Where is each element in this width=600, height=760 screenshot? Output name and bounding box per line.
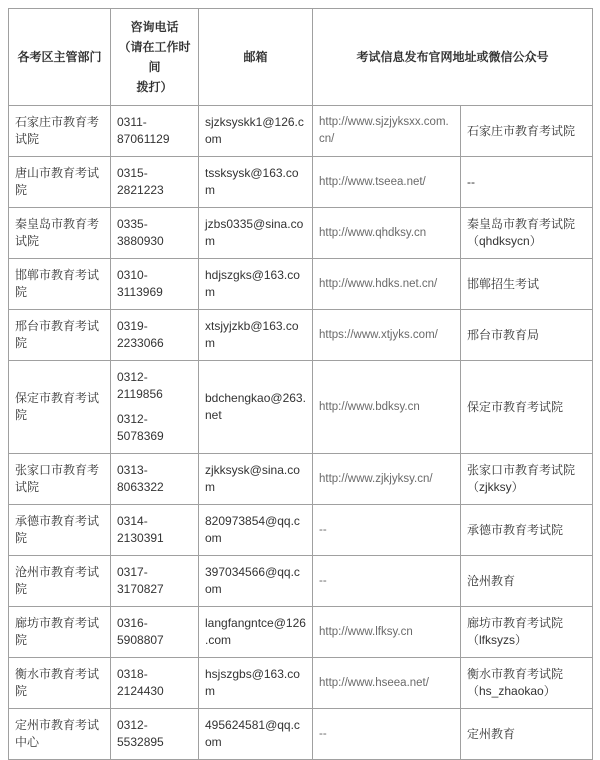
phone-cell <box>111 454 199 505</box>
phone-cell <box>111 505 199 556</box>
cell-line: 0311-87061129 <box>117 115 170 146</box>
wechat-cell <box>461 157 593 208</box>
website-cell: http://www.qhdksy.cn <box>313 208 461 259</box>
wechat-cell <box>461 607 593 658</box>
website-cell: http://www.sjzjyksxx.com.cn/ <box>313 106 461 157</box>
dept-cell: 唐山市教育考试院 <box>9 157 111 208</box>
cell-line: -- <box>467 174 475 189</box>
cell-line: 石家庄市教育考试院 <box>467 123 576 138</box>
cell-line: 0316-5908807 <box>117 616 164 647</box>
phone-cell <box>111 607 199 658</box>
email-cell: hsjszgbs@163.com <box>199 658 313 709</box>
table-row <box>9 310 593 361</box>
cell-line: 承德市教育考试院 <box>467 522 564 537</box>
phone-cell <box>111 259 199 310</box>
header-website-wechat <box>313 9 593 106</box>
website-cell: -- <box>313 709 461 760</box>
cell-line: 0318-2124430 <box>117 667 164 698</box>
table-row <box>9 454 593 505</box>
email-cell: tssksysk@163.com <box>199 157 313 208</box>
website-cell: http://www.tseea.net/ <box>313 157 461 208</box>
cell-line: 0310-3113969 <box>117 268 163 299</box>
cell-line: 定州教育 <box>467 726 516 741</box>
dept-cell: 邢台市教育考试院 <box>9 310 111 361</box>
wechat-cell <box>461 505 593 556</box>
phone-cell <box>111 157 199 208</box>
cell-line: 0313-8063322 <box>117 463 164 494</box>
email-cell: zjkksysk@sina.com <box>199 454 313 505</box>
header-phone <box>111 9 199 106</box>
cell-line: 邢台市教育局 <box>467 327 540 342</box>
header-dept <box>9 9 111 106</box>
wechat-cell <box>461 454 593 505</box>
table-row <box>9 658 593 709</box>
table-header <box>9 9 593 106</box>
phone-cell <box>111 310 199 361</box>
website-cell: https://www.xtjyks.com/ <box>313 310 461 361</box>
email-cell: jzbs0335@sina.com <box>199 208 313 259</box>
dept-cell: 秦皇岛市教育考试院 <box>9 208 111 259</box>
cell-line: 保定市教育考试院 <box>467 399 564 414</box>
website-cell: -- <box>313 556 461 607</box>
phone-cell <box>111 709 199 760</box>
dept-cell: 邯郸市教育考试院 <box>9 259 111 310</box>
dept-cell: 定州市教育考试中心 <box>9 709 111 760</box>
table-row <box>9 361 593 454</box>
cell-line: 0317-3170827 <box>117 565 164 596</box>
email-cell: langfangntce@126.com <box>199 607 313 658</box>
wechat-cell <box>461 208 593 259</box>
email-cell: bdchengkao@263.net <box>199 361 313 454</box>
cell-line: 秦皇岛市教育考试院 <box>467 217 576 231</box>
cell-line: 0312-2119856 <box>117 370 163 401</box>
dept-cell: 承德市教育考试院 <box>9 505 111 556</box>
cell-line: 邯郸招生考试 <box>467 276 540 291</box>
dept-cell: 衡水市教育考试院 <box>9 658 111 709</box>
phone-cell <box>111 556 199 607</box>
table-body <box>9 106 593 760</box>
wechat-cell <box>461 310 593 361</box>
cell-line: 沧州教育 <box>467 573 516 588</box>
table-row <box>9 259 593 310</box>
header-dept-label: 各考区主管部门 <box>17 50 102 64</box>
website-cell: http://www.hseea.net/ <box>313 658 461 709</box>
cell-line: 0314-2130391 <box>117 514 164 545</box>
cell-line: 0315-2821223 <box>117 166 164 197</box>
dept-cell: 石家庄市教育考试院 <box>9 106 111 157</box>
phone-cell <box>111 208 199 259</box>
dept-cell: 张家口市教育考试院 <box>9 454 111 505</box>
email-cell: sjzksyskk1@126.com <box>199 106 313 157</box>
phone-cell <box>111 361 199 454</box>
cell-line: 0319-2233066 <box>117 319 164 350</box>
table-row <box>9 157 593 208</box>
table-row <box>9 208 593 259</box>
email-cell: 495624581@qq.com <box>199 709 313 760</box>
email-cell: xtsjyjzkb@163.com <box>199 310 313 361</box>
header-phone-line2: （请在工作时间 <box>118 40 191 74</box>
phone-cell <box>111 658 199 709</box>
header-website-wechat-label: 考试信息发布官网地址或微信公众号 <box>356 50 549 64</box>
email-cell: 397034566@qq.com <box>199 556 313 607</box>
cell-line: 衡水市教育考试院 <box>467 667 564 681</box>
website-cell: http://www.lfksy.cn <box>313 607 461 658</box>
cell-line: 廊坊市教育考试院 <box>467 616 564 630</box>
header-email <box>199 9 313 106</box>
cell-line: 0335-3880930 <box>117 217 164 248</box>
dept-cell: 廊坊市教育考试院 <box>9 607 111 658</box>
cell-line: 张家口市教育考试院 <box>467 463 576 477</box>
table-row <box>9 556 593 607</box>
email-cell: 820973854@qq.com <box>199 505 313 556</box>
wechat-cell <box>461 658 593 709</box>
table-row <box>9 607 593 658</box>
cell-line: 0312-5532895 <box>117 718 164 749</box>
wechat-cell <box>461 259 593 310</box>
header-email-label: 邮箱 <box>243 50 268 64</box>
cell-line: （qhdksycn） <box>467 234 542 248</box>
cell-line: （hs_zhaokao） <box>467 684 556 698</box>
table-row <box>9 505 593 556</box>
website-cell: http://www.hdks.net.cn/ <box>313 259 461 310</box>
website-cell: -- <box>313 505 461 556</box>
wechat-cell <box>461 709 593 760</box>
wechat-cell <box>461 361 593 454</box>
email-cell: hdjszgks@163.com <box>199 259 313 310</box>
table-row <box>9 106 593 157</box>
wechat-cell <box>461 106 593 157</box>
website-cell: http://www.bdksy.cn <box>313 361 461 454</box>
cell-line: （lfksyzs） <box>467 633 528 647</box>
website-cell: http://www.zjkjyksy.cn/ <box>313 454 461 505</box>
header-phone-line1: 咨询电话 <box>130 20 179 34</box>
table-row <box>9 709 593 760</box>
phone-cell <box>111 106 199 157</box>
cell-line: （zjkksy） <box>467 480 524 494</box>
header-phone-line3: 拨打） <box>136 80 173 94</box>
header-row <box>9 9 593 106</box>
cell-line: 0312-5078369 <box>117 412 164 443</box>
dept-cell: 保定市教育考试院 <box>9 361 111 454</box>
dept-cell: 沧州市教育考试院 <box>9 556 111 607</box>
wechat-cell <box>461 556 593 607</box>
contact-table <box>8 8 593 760</box>
